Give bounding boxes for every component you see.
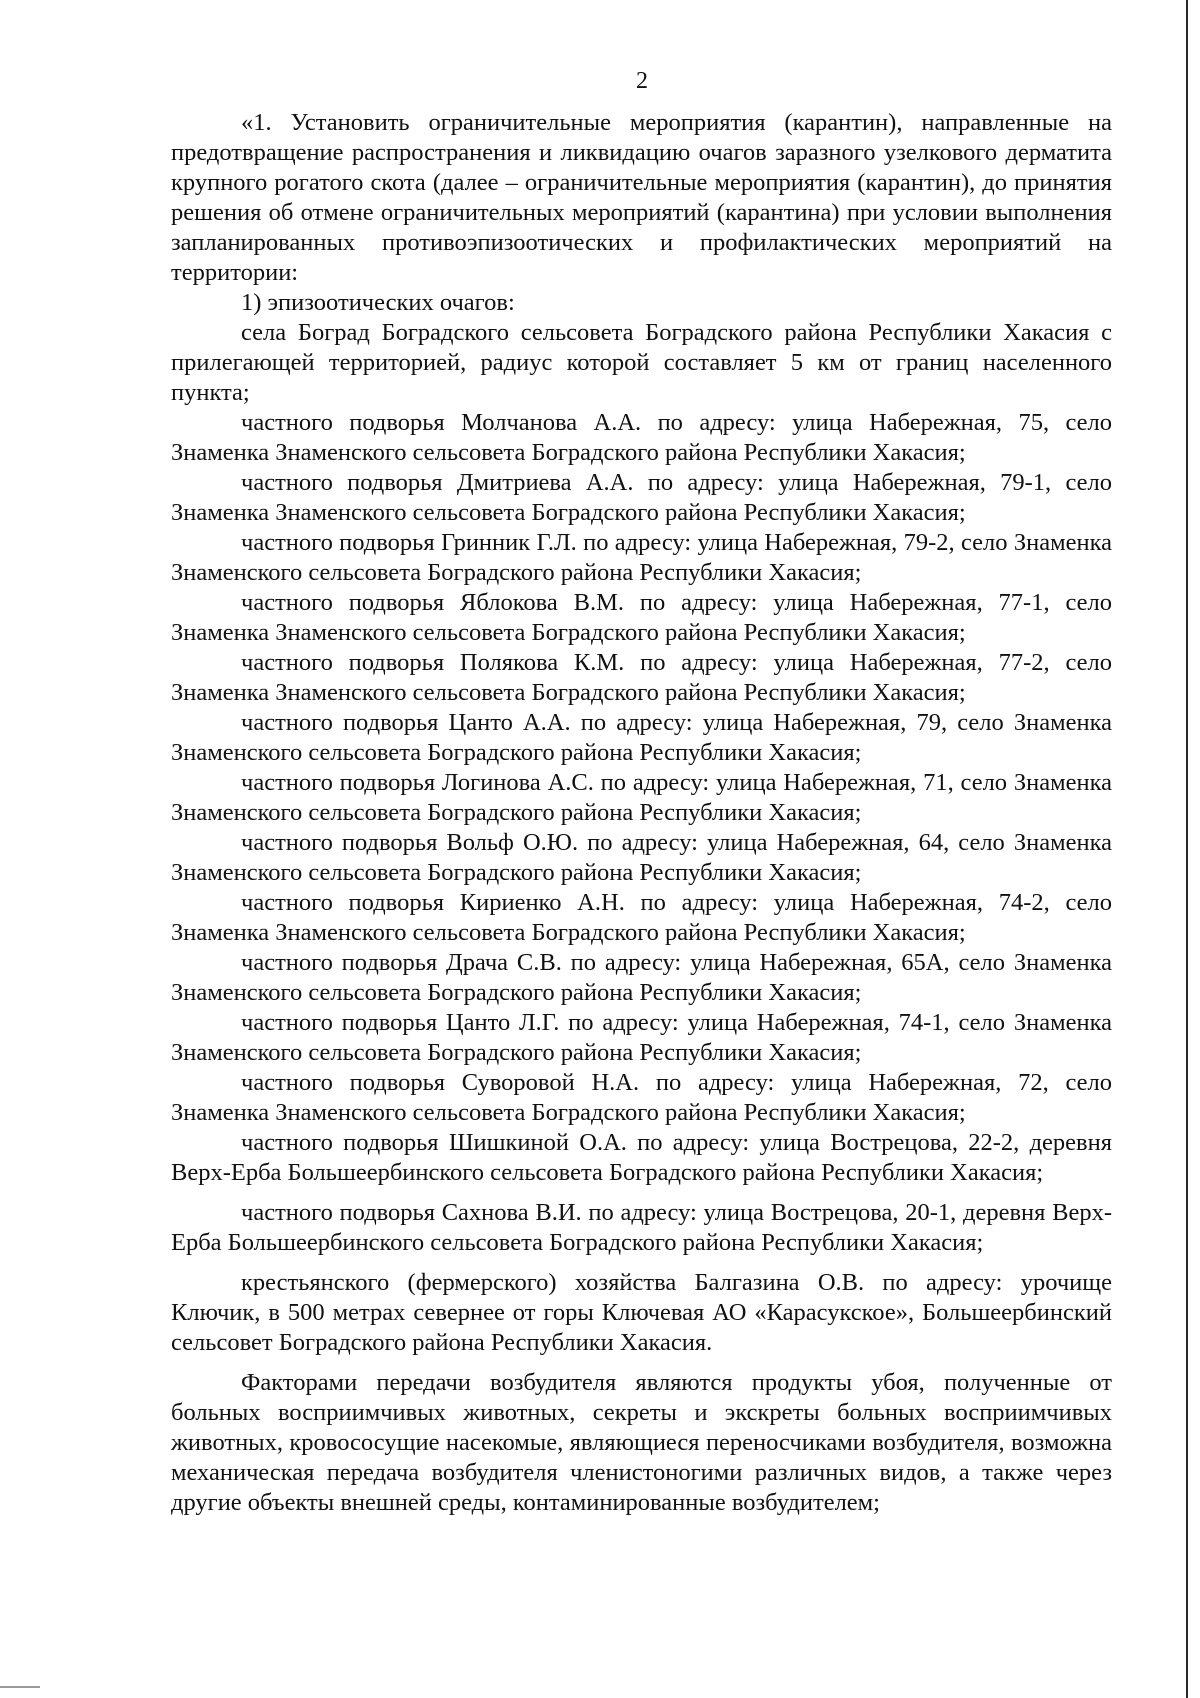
paragraph-item: частного подворья Кириенко А.Н. по адресу: улица Набережная, 74-2, село Знаменка Знаменского сельсовета Боградского района Республики Хакасия; [171,889,1112,946]
page-number: 2 [636,68,648,94]
scan-corner-mark [0,1686,40,1688]
paragraph-item: частного подворья Дмитриева А.А. по адресу: улица Набережная, 79-1, село Знаменка Знаменского сельсовета Боградского района Республики Хакасия; [171,469,1112,526]
paragraph-item: частного подворья Суворовой Н.А. по адресу: улица Набережная, 72, село Знаменка Знаменского сельсовета Боградского района Республики Хакасия; [171,1069,1112,1126]
paragraph-item: села Боград Боградского сельсовета Боградского района Республики Хакасия с прилегающей территорией, радиус которой составляет 5 км от границ населенного пункта; [171,319,1112,406]
paragraph-item: частного подворья Сахнова В.И. по адресу: улица Вострецова, 20-1, деревня Верх-Ерба Большеербинского сельсовета Боградского района Республики Хакасия; [171,1199,1112,1256]
paragraph-item: частного подворья Яблокова В.М. по адресу: улица Набережная, 77-1, село Знаменка Знаменского сельсовета Боградского района Республики Хакасия; [171,589,1112,646]
paragraph-item: частного подворья Логинова А.С. по адресу: улица Набережная, 71, село Знаменка Знаменского сельсовета Боградского района Республики Хакасия; [171,769,1112,826]
paragraph-item: частного подворья Цанто А.А. по адресу: улица Набережная, 79, село Знаменка Знаменского сельсовета Боградского района Республики Хакасия; [171,709,1112,766]
paragraph-item: частного подворья Вольф О.Ю. по адресу: улица Набережная, 64, село Знаменка Знаменского сельсовета Боградского района Республики Хакасия; [171,829,1112,886]
paragraph-item: крестьянского (фермерского) хозяйства Балгазина О.В. по адресу: урочище Ключик, в 500 метрах севернее от горы Ключевая АО «Карасукское», Большеербинский сельсовет Боградского района Республики Хакасия. [171,1269,1112,1356]
paragraph-item: частного подворья Драча С.В. по адресу: улица Набережная, 65А, село Знаменка Знаменского сельсовета Боградского района Республики Хакасия; [171,949,1112,1006]
paragraph-factors: Факторами передачи возбудителя являются продукты убоя, полученные от больных восприимчивых животных, секреты и экскреты больных восприимчивых животных, кровососущие насекомые, являющиеся переносчиками возбудителя, возможна механическая передача возбудителя членистоногими различных видов, а также через другие объекты внешней среды, контаминированные возбудителем; [171,1369,1112,1516]
paragraph-item: частного подворья Гринник Г.Л. по адресу: улица Набережная, 79-2, село Знаменка Знаменского сельсовета Боградского района Республики Хакасия; [171,529,1112,586]
paragraph-intro: «1. Установить ограничительные мероприятия (карантин), направленные на предотвращение распространения и ликвидацию очагов заразного узелкового дерматита крупного рогатого скота (далее – ограничительные мероприятия (карантин), до принятия решения об отмене ограничительных мероприятий (карантина) при условии выполнения запланированных противоэпизоотических и профилактических мероприятий на территории: [171,109,1112,286]
paragraph-item: частного подворья Полякова К.М. по адресу: улица Набережная, 77-2, село Знаменка Знаменского сельсовета Боградского района Республики Хакасия; [171,649,1112,706]
document-body [171,108,1112,1518]
scan-edge-line [1186,0,1188,1698]
paragraph-subheading: 1) эпизоотических очагов: [241,289,515,316]
paragraph-item: частного подворья Шишкиной О.А. по адресу: улица Вострецова, 22-2, деревня Верх-Ерба Большеербинского сельсовета Боградского района Республики Хакасия; [171,1129,1112,1186]
paragraph-item: частного подворья Молчанова А.А. по адресу: улица Набережная, 75, село Знаменка Знаменского сельсовета Боградского района Республики Хакасия; [171,409,1112,466]
paragraph-item: частного подворья Цанто Л.Г. по адресу: улица Набережная, 74-1, село Знаменка Знаменского сельсовета Боградского района Республики Хакасия; [171,1009,1112,1066]
